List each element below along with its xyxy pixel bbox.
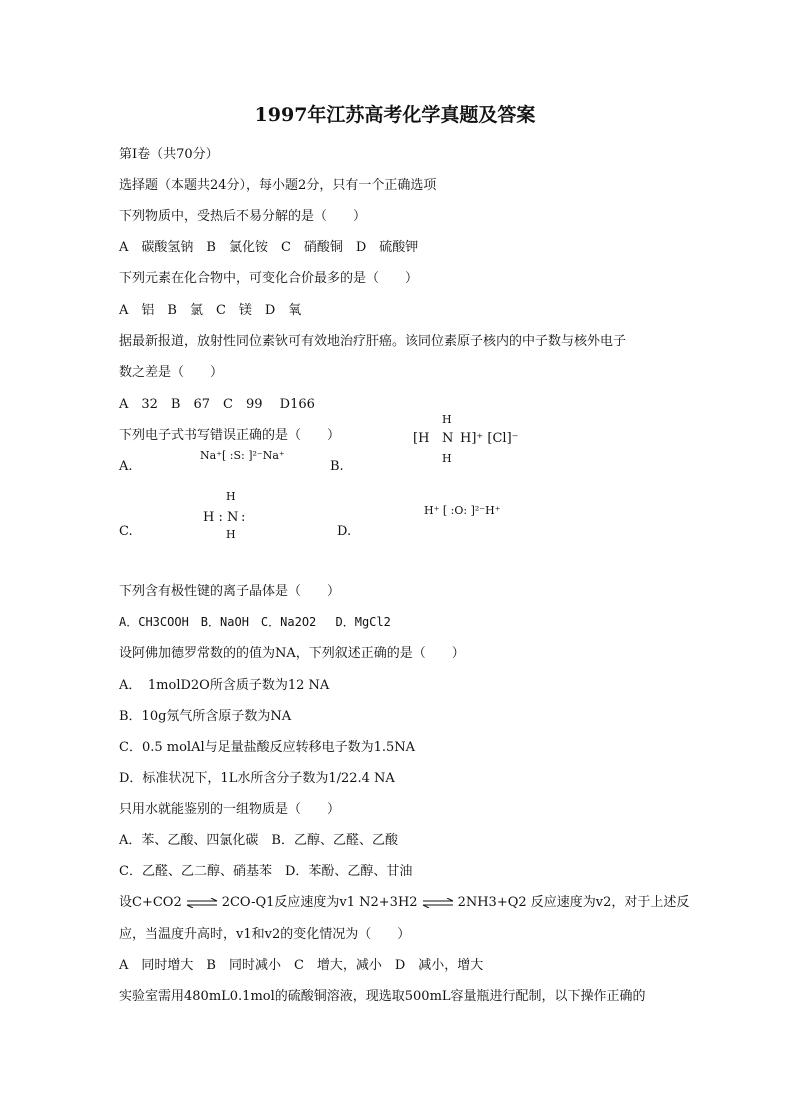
question-3-options: A 32 B 67 C 99 D166 <box>119 397 315 412</box>
formula-a: Na⁺[ :S: ]²⁻Na⁺ <box>200 449 285 462</box>
equilibrium-arrow-icon <box>185 898 219 908</box>
formula-c-top-h: H <box>226 490 236 503</box>
question-2-options: A 铝 B 氯 C 镁 D 氧 <box>119 303 302 318</box>
question-8-part1: 设C+CO2 <box>119 895 182 910</box>
question-6-option-a: A． 1molD2O所含质子数为12 NA <box>119 678 330 693</box>
question-8-stem-line1 <box>119 896 689 909</box>
formula-c-n: N <box>227 510 239 525</box>
question-7-options-line1: A．苯、乙酸、四氯化碳 B．乙醇、乙醛、乙酸 <box>119 833 398 848</box>
question-9-stem: 实验室需用480mL0.1mol的硫酸铜溶液，现选取500mL容量瓶进行配制，以下操作正确的 <box>119 989 646 1004</box>
question-6-option-d: D．标准状况下，1L水所含分子数为1/22.4 NA <box>119 771 395 786</box>
question-2-stem: 下列元素在化合物中，可变化合价最多的是（ ） <box>119 271 419 286</box>
question-6-option-c: C．0.5 molAl与足量盐酸反应转移电子数为1.5NA <box>119 740 416 755</box>
question-1-stem: 下列物质中，受热后不易分解的是（ ） <box>119 209 367 224</box>
formula-b-n: N <box>442 431 454 446</box>
question-8-part3: 2NH3+Q2 反应速度为v2，对于上述反 <box>457 895 690 910</box>
section-intro: 选择题（本题共24分），每小题2分，只有一个正确选项 <box>119 178 437 193</box>
formula-b-bottom-h: H <box>442 452 452 465</box>
question-5-stem: 下列含有极性键的离子晶体是（ ） <box>119 584 341 599</box>
question-1-options: A 碳酸氢钠 B 氯化铵 C 硝酸铜 D 硫酸钾 <box>119 240 419 255</box>
formula-b-right: H]⁺ [Cl]⁻ <box>460 431 519 446</box>
equilibrium-arrow-icon <box>421 898 455 908</box>
formula-d: H⁺ [ :O: ]²⁻H⁺ <box>424 504 501 517</box>
formula-c-left: H : <box>203 510 223 525</box>
question-3-stem-line1: 据最新报道，放射性同位素钬可有效地治疗肝癌。该同位素原子核内的中子数与核外电子 <box>119 334 627 349</box>
question-7-options-line2: C．乙醛、乙二醇、硝基苯 D．苯酚、乙醇、甘油 <box>119 864 413 879</box>
question-5-options: A．CH3COOH B．NaOH C．Na2O2 D．MgCl2 <box>119 615 391 629</box>
question-3-stem-line2: 数之差是（ ） <box>119 365 224 380</box>
question-8-options: A 同时增大 B 同时减小 C 增大，减小 D 减小，增大 <box>119 958 484 973</box>
question-6-option-b: B．10g氖气所含原子数为NA <box>119 709 292 724</box>
question-8-stem-line2: 应，当温度升高时，v1和v2的变化情况为（ ） <box>119 927 411 942</box>
option-b-label: B. <box>330 459 344 474</box>
formula-b-left: [H <box>413 431 430 446</box>
formula-c-right: : <box>241 510 246 525</box>
formula-b-top-h: H <box>442 413 452 426</box>
question-7-stem: 只用水就能鉴别的一组物质是（ ） <box>119 802 341 817</box>
formula-c-bottom-h: H <box>226 528 236 541</box>
question-4-stem: 下列电子式书写错误正确的是（ ） <box>119 428 341 443</box>
question-8-part2: 2CO-Q1反应速度为v1 N2+3H2 <box>221 895 418 910</box>
question-6-stem: 设阿佛加德罗常数的的值为NA，下列叙述正确的是（ ） <box>119 646 465 661</box>
option-c-label: C. <box>119 524 133 539</box>
option-d-label: D. <box>337 524 352 539</box>
option-a-label: A. <box>119 459 133 474</box>
section-header: 第Ⅰ卷（共70分） <box>119 147 219 162</box>
page-title: 1997年江苏高考化学真题及答案 <box>254 104 536 126</box>
